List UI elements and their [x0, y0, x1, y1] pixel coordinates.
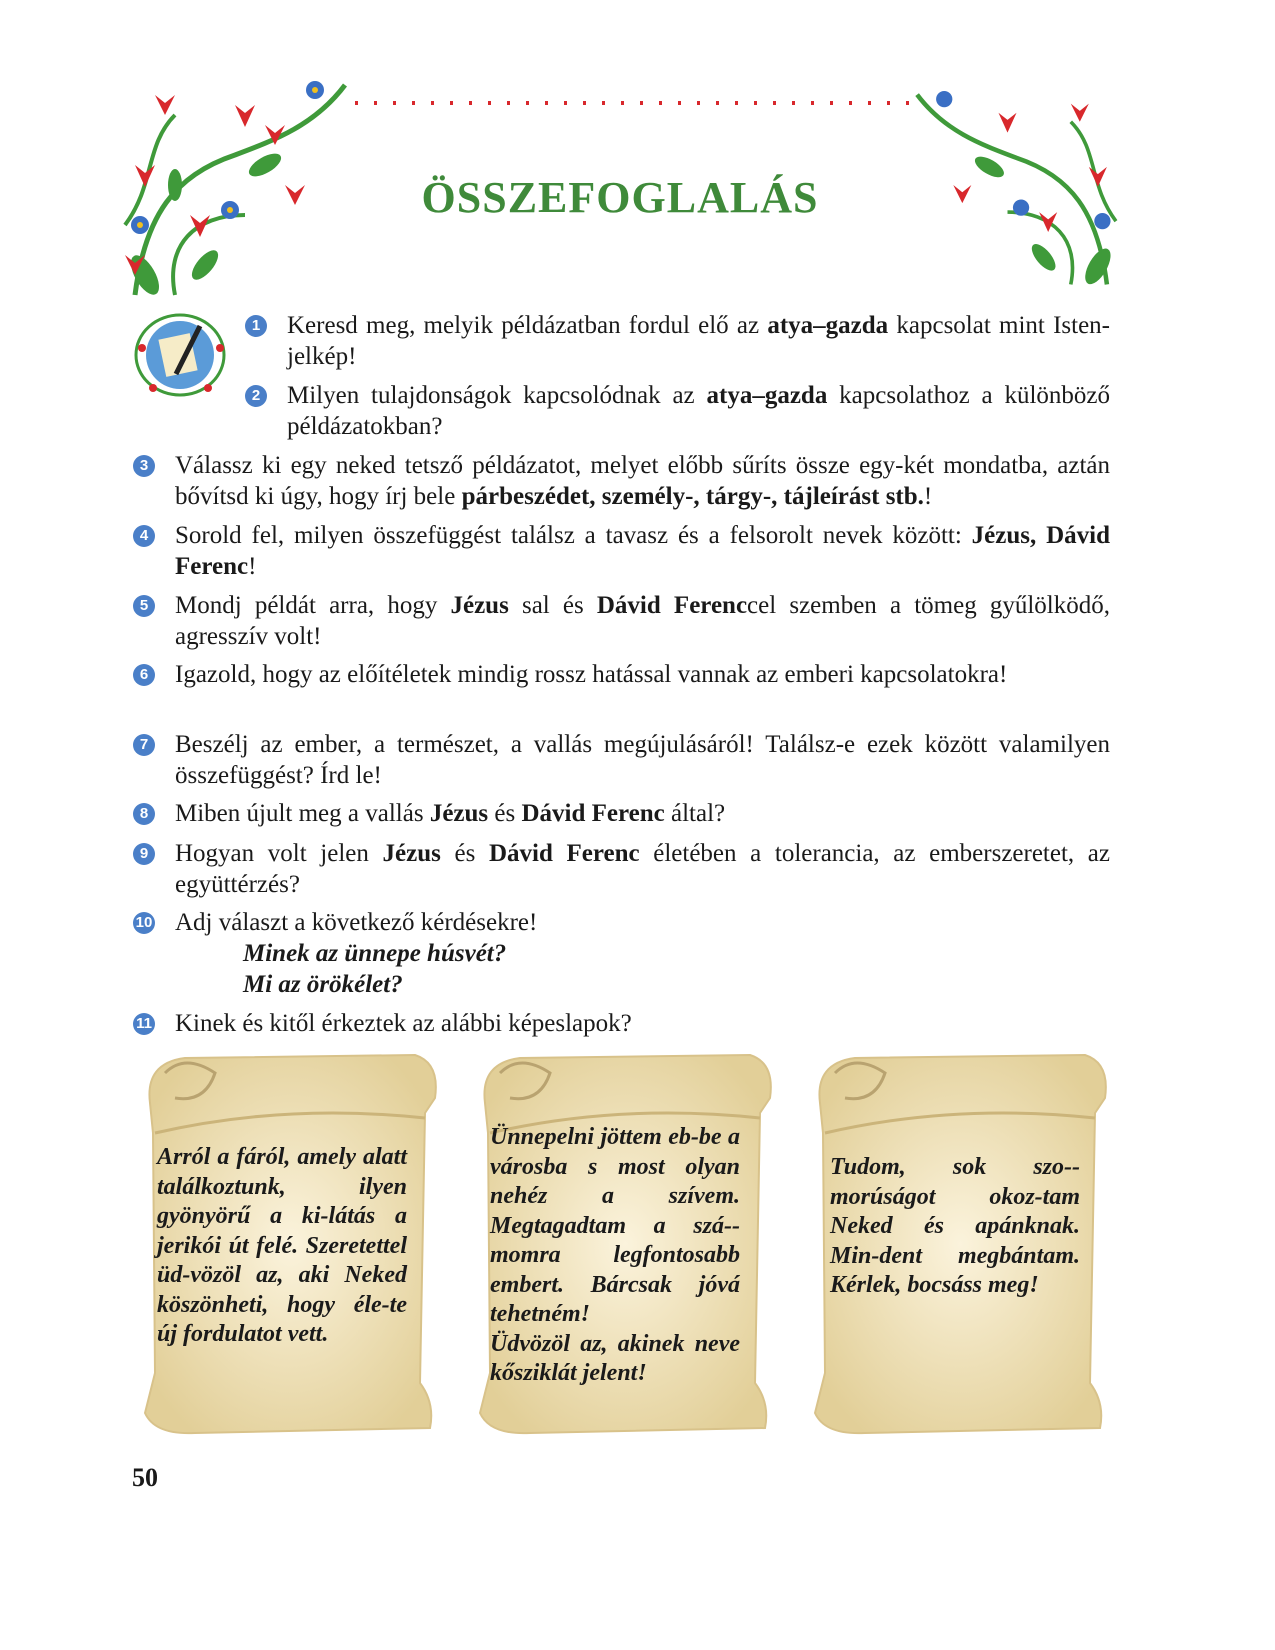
question-text: Hogyan volt jelen: [175, 840, 383, 867]
bold-term: atya–gazda: [767, 312, 889, 339]
question-text: sal és: [508, 592, 597, 619]
question-number: 5: [133, 595, 155, 617]
question-number: 4: [133, 525, 155, 547]
question-item: [175, 520, 1110, 582]
question-text: Kinek és kitől érkeztek az alábbi képeslapok?: [175, 1010, 632, 1037]
question-number: 9: [133, 843, 155, 865]
writing-notebook-icon: [128, 308, 233, 403]
postcard-text: Arról a fáról, amely alatt találkoztunk, ilyen gyönyörű a ki-látás a jerikói út felé. Szeretettel üd-vözöl az, aki Neked köszönheti, hogy éle-te új fordulatot vett.: [157, 1144, 407, 1347]
bold-term: Jézus: [450, 592, 509, 619]
question-item: [287, 380, 1110, 442]
question-text: cel szemben a tömeg gyűlölködő, agresszív volt!: [175, 592, 1110, 650]
page-title: ÖSSZEFOGLALÁS: [421, 173, 819, 222]
question-number: 2: [245, 385, 267, 407]
question-text: Beszélj az ember, a természet, a vallás megújulásáról! Találsz-e ezek között valamilyen összefüggést? Írd le!: [175, 731, 1110, 789]
bold-term: Jézus, Dávid Ferenc: [175, 522, 1111, 580]
question-item: [175, 450, 1110, 512]
question-text: Adj választ a következő kérdésekre!: [175, 909, 538, 936]
page-number: 50: [132, 1463, 158, 1492]
question-text: Igazold, hogy az előítéletek mindig rossz hatással vannak az emberi kapcsolatokra!: [175, 661, 1008, 688]
sub-question: Minek az ünnepe húsvét?: [243, 940, 507, 967]
bold-term: atya–gazda: [706, 382, 828, 409]
bold-term: Jézus: [429, 800, 489, 827]
question-number: 11: [133, 1013, 155, 1035]
bold-term: Dávid Ferenc: [596, 592, 748, 619]
question-text: !: [248, 553, 257, 580]
question-item: [175, 1008, 1110, 1039]
question-item: [175, 907, 1110, 1000]
question-number: 3: [133, 455, 155, 477]
question-text: Mondj példát arra, hogy: [175, 592, 451, 619]
question-text: és: [440, 840, 489, 867]
question-text: által?: [664, 800, 726, 827]
postcard-scroll: [470, 1043, 775, 1433]
question-item: [287, 310, 1110, 372]
dotted-border: [355, 98, 915, 108]
question-text: !: [923, 483, 933, 510]
question-text: kapcsolathoz a különböző példázatokban?: [287, 382, 1110, 440]
question-number: 1: [245, 315, 267, 337]
postcard-scroll: [135, 1043, 440, 1433]
question-number: 10: [133, 912, 155, 934]
bold-term: Jézus: [382, 840, 441, 867]
bold-term: párbeszédet, személy-, tárgy-, tájleírást stb.: [461, 483, 924, 510]
question-item: [175, 729, 1110, 791]
postcard-text: Ünnepelni jöttem eb-be a városba s most olyan nehéz a szívem. Megtagadtam a szá-momra legfontosabb embert. Bárcsak jóvá tehetném! Üdvözöl az, akinek neve kősziklát jelent!: [490, 1124, 740, 1386]
question-number: 8: [133, 803, 155, 825]
question-text: Miben újult meg a vallás: [175, 800, 430, 827]
question-item: [175, 798, 1110, 829]
bold-term: Dávid Ferenc: [488, 840, 640, 867]
bold-term: Dávid Ferenc: [521, 800, 665, 827]
question-number: 6: [133, 664, 155, 686]
question-text: Válassz ki egy neked tetsző példázatot, melyet előbb sűríts össze egy-két mondatba, aztán bővítsd ki úgy, hogy írj bele: [175, 452, 1110, 510]
floral-corner-right: [890, 65, 1125, 305]
sub-question: Mi az örökélet?: [243, 971, 403, 998]
question-text: Sorold fel, milyen összefüggést találsz a tavasz és a felsorolt nevek között:: [175, 522, 972, 549]
question-item: [175, 590, 1110, 652]
question-text: kapcsolat mint Isten-jelkép!: [287, 312, 1111, 370]
question-text: életében a tolerancia, az emberszeretet, az együttérzés?: [175, 840, 1110, 898]
postcard-text: Tudom, sok szo-morúságot okoz-tam Neked és apánknak. Min-dent megbántam. Kérlek, bocsáss meg!: [830, 1154, 1080, 1298]
question-text: Keresd meg, melyik példázatban fordul elő az: [287, 312, 768, 339]
postcard-scroll: [805, 1043, 1110, 1433]
question-text: Milyen tulajdonságok kapcsolódnak az: [287, 382, 707, 409]
question-text: és: [488, 800, 522, 827]
question-item: [175, 838, 1110, 900]
question-item: [175, 659, 1110, 690]
question-number: 7: [133, 734, 155, 756]
